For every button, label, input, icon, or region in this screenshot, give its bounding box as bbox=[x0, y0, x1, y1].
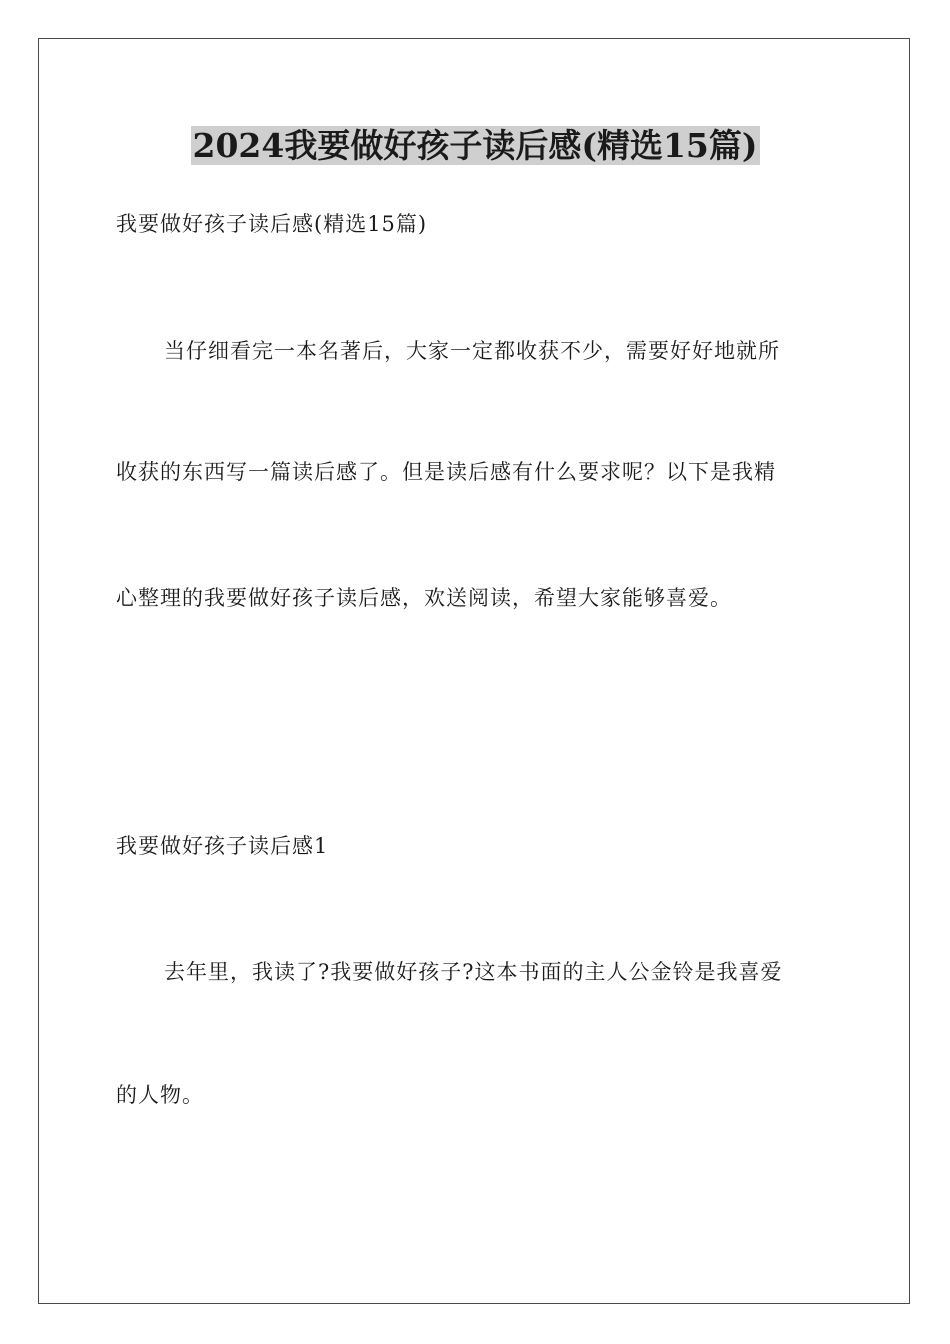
document-title-text: 2024我要做好孩子读后感(精选15篇) bbox=[192, 126, 758, 165]
document-subtitle: 我要做好孩子读后感(精选15篇) bbox=[116, 212, 428, 236]
intro-line-2: 收获的东西写一篇读后感了。但是读后感有什么要求呢？以下是我精 bbox=[116, 460, 776, 484]
intro-line-3: 心整理的我要做好孩子读后感，欢送阅读，希望大家能够喜爱。 bbox=[116, 586, 732, 610]
section-line-1: 去年里，我读了?我要做好孩子?这本书面的主人公金铃是我喜爱 bbox=[164, 960, 783, 984]
intro-line-1: 当仔细看完一本名著后，大家一定都收获不少，需要好好地就所 bbox=[164, 339, 780, 363]
section-line-2: 的人物。 bbox=[116, 1083, 204, 1107]
document-title bbox=[0, 124, 950, 168]
section-heading: 我要做好孩子读后感1 bbox=[116, 834, 329, 858]
